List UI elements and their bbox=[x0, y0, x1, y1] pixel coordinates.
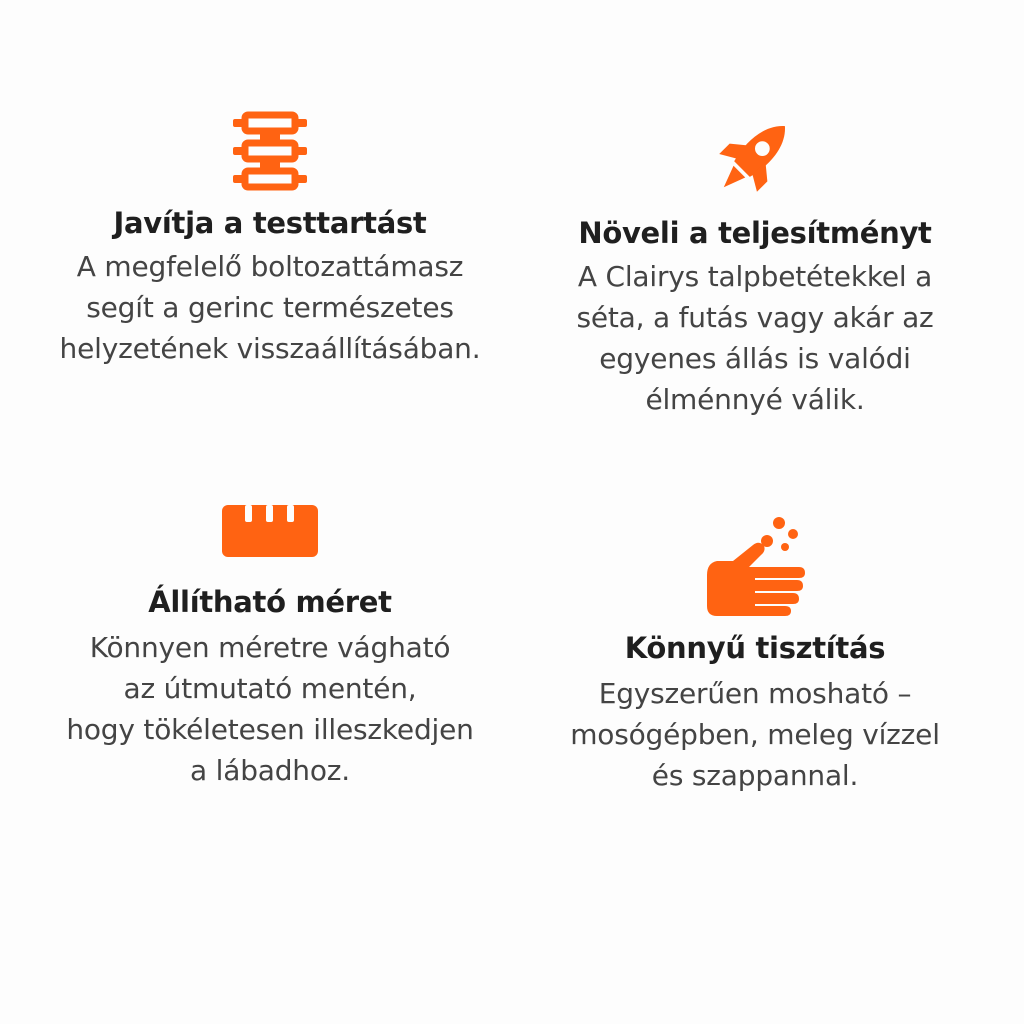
feature-title: Javítja a testtartást bbox=[113, 206, 427, 240]
feature-adjustable-size bbox=[30, 505, 510, 791]
feature-description: Könnyen méretre vágható az útmutató mentén, hogy tökéletesen illeszkedjen a lábadhoz. bbox=[66, 631, 474, 787]
feature-description: A Clairys talpbetétekkel a séta, a futás vagy akár az egyenes állás is valódi élménnyé válik. bbox=[576, 260, 934, 416]
feature-title: Könnyű tisztítás bbox=[624, 631, 886, 665]
rocket-icon bbox=[709, 110, 801, 202]
feature-posture bbox=[30, 110, 510, 369]
feature-description: Egyszerűen mosható – mosógépben, meleg vízzel és szappannal. bbox=[570, 677, 940, 792]
feature-title: Állítható méret bbox=[148, 585, 392, 619]
washing-hand-icon bbox=[703, 515, 807, 619]
feature-performance bbox=[500, 110, 1010, 420]
spine-icon bbox=[230, 110, 310, 192]
ruler-icon bbox=[222, 505, 318, 557]
feature-easy-cleaning bbox=[500, 515, 1010, 796]
feature-description: A megfelelő boltozattámasz segít a gerinc természetes helyzetének visszaállításában. bbox=[59, 250, 481, 365]
feature-title: Növeli a teljesítményt bbox=[578, 216, 932, 250]
